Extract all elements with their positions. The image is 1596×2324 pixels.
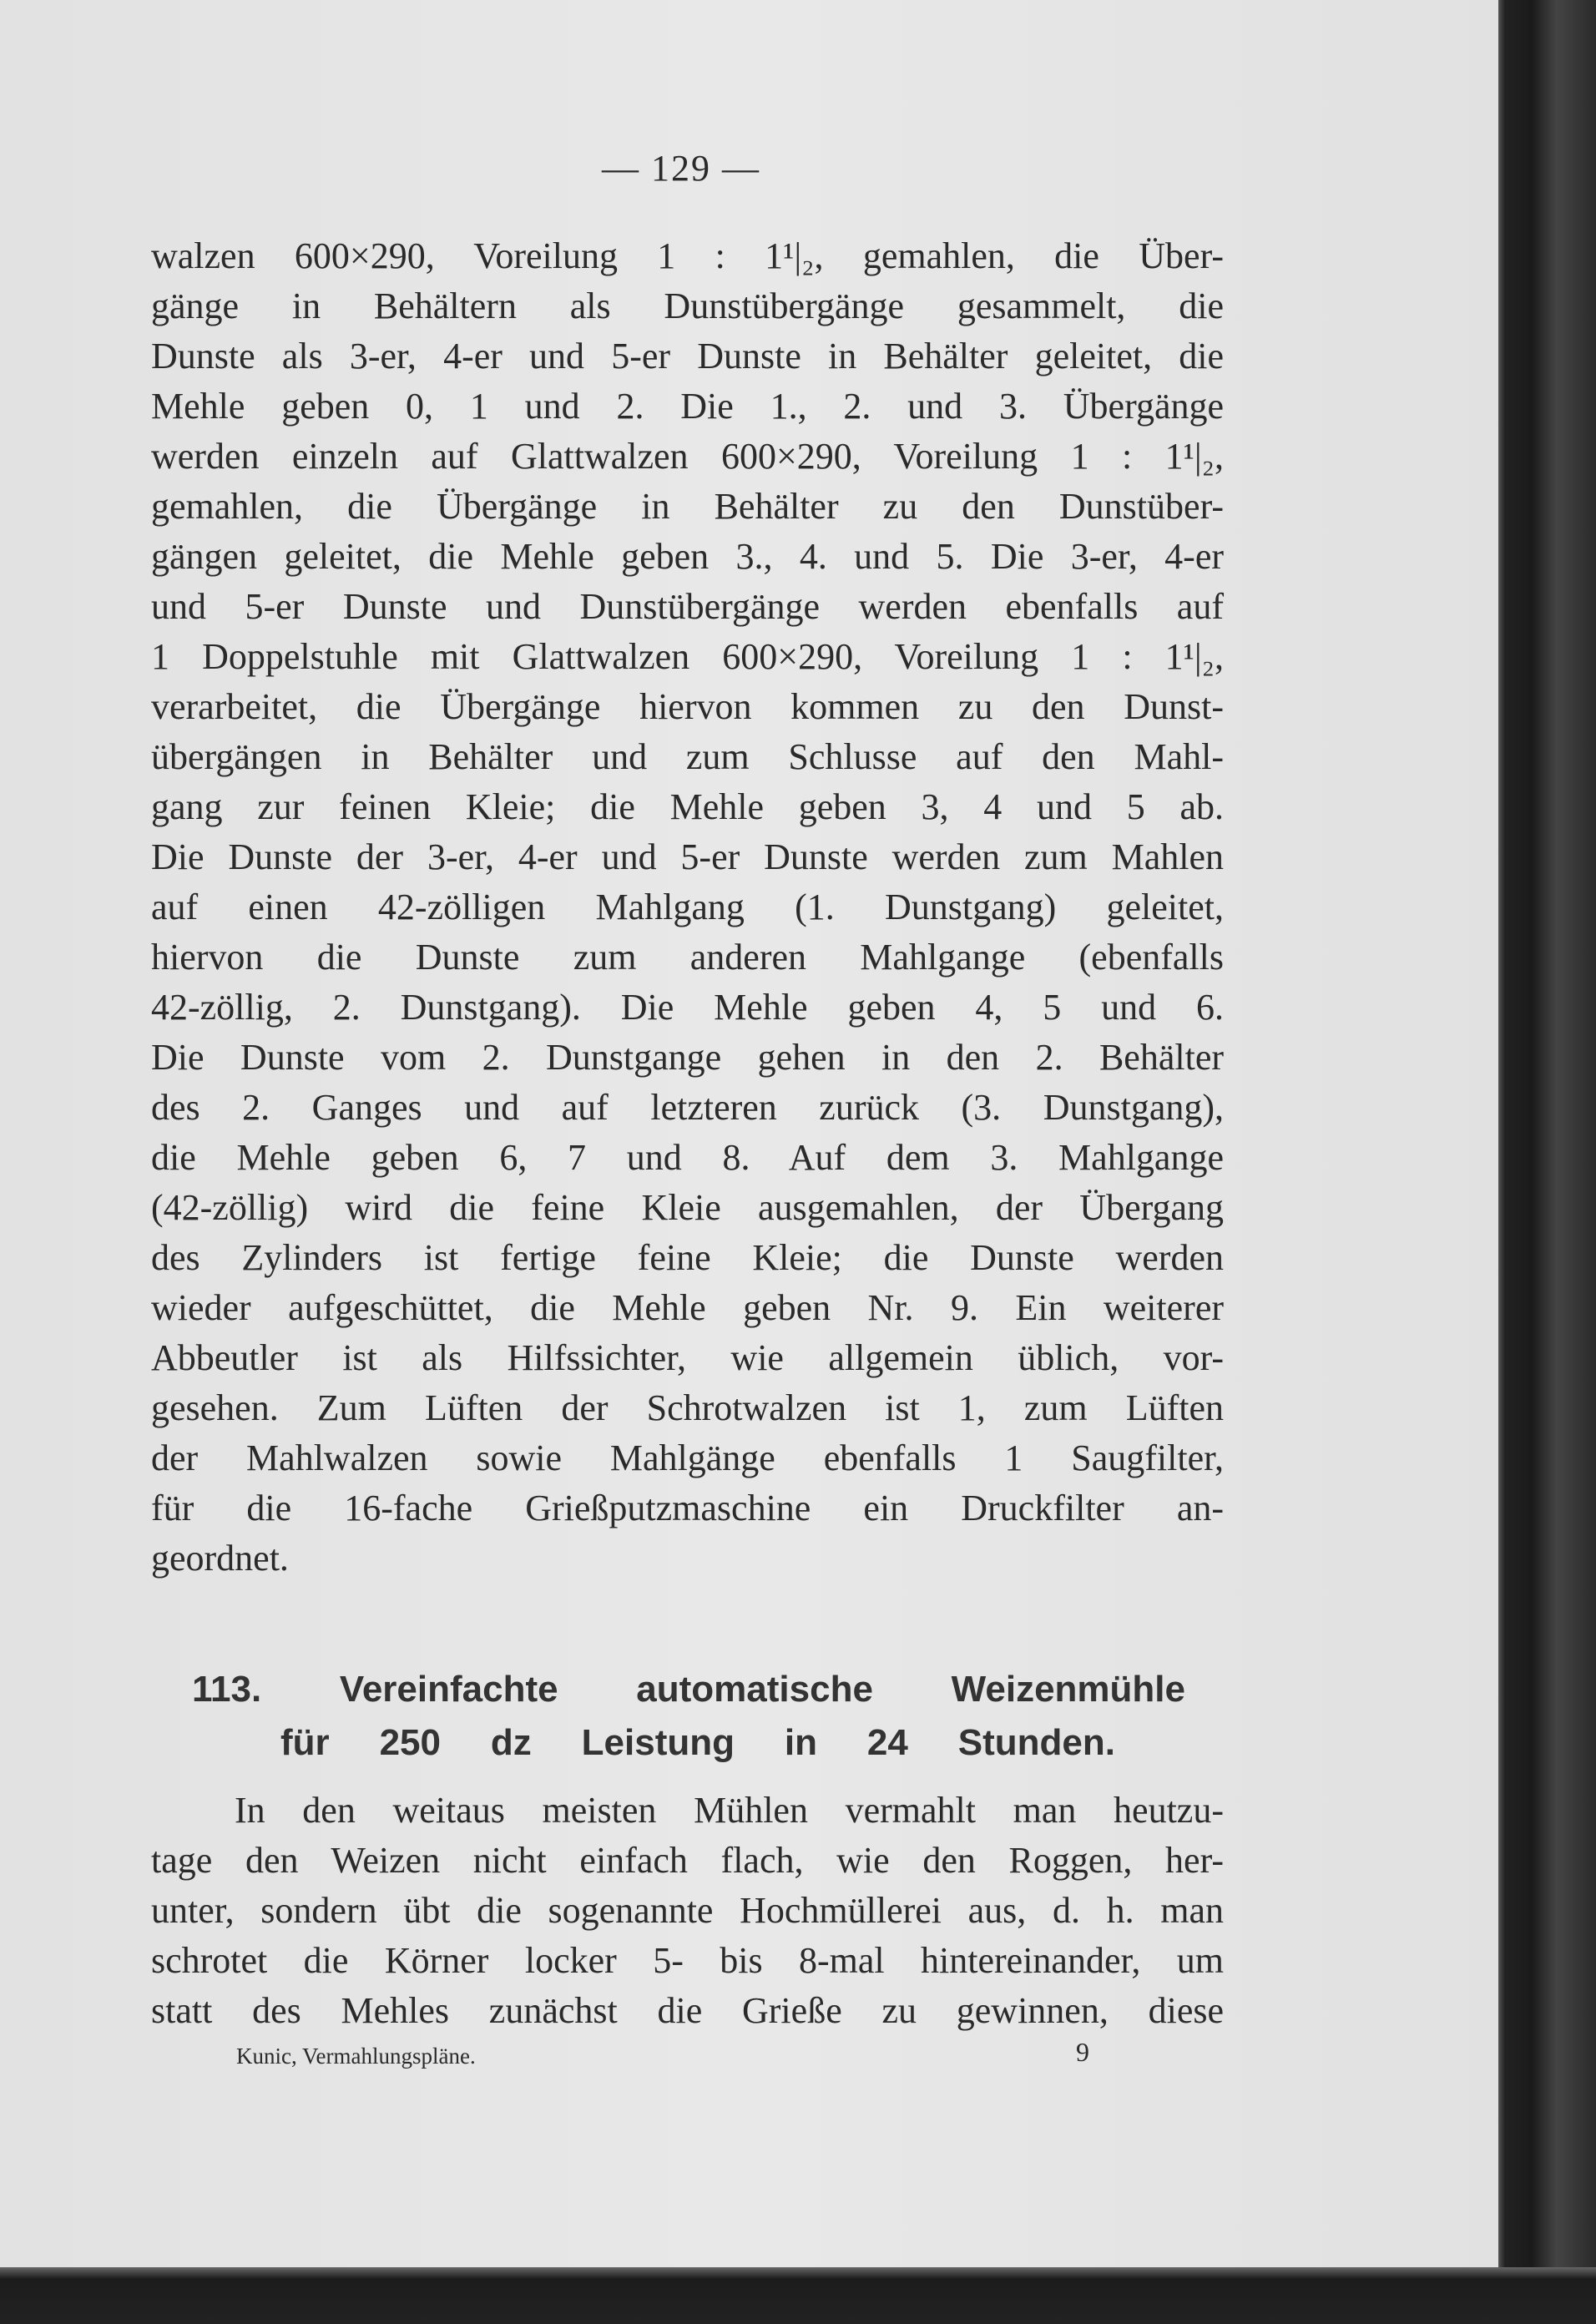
page-edge-bottom — [0, 2267, 1596, 2324]
text-line: werden einzeln auf Glattwalzen 600×290, Voreilung 1 : 1¹|₂, — [151, 436, 1224, 477]
paragraph-section-113 — [151, 1786, 1224, 2036]
text-line: für die 16-fache Grießputzmaschine ein Druckfilter an- — [151, 1488, 1224, 1528]
text-line: Abbeutler ist als Hilfssichter, wie allgemein üblich, vor- — [151, 1337, 1224, 1378]
text-line: gang zur feinen Kleie; die Mehle geben 3, 4 und 5 ab. — [151, 786, 1224, 827]
text-line: die Mehle geben 6, 7 und 8. Auf dem 3. Mahlgange — [151, 1137, 1224, 1178]
text-line: (42-zöllig) wird die feine Kleie ausgemahlen, der Übergang — [151, 1187, 1224, 1228]
text-line: der Mahlwalzen sowie Mahlgänge ebenfalls 1 Saugfilter, — [151, 1437, 1224, 1478]
text-line: gänge in Behältern als Dunstübergänge gesammelt, die — [151, 285, 1224, 326]
text-line: übergängen in Behälter und zum Schlusse auf den Mahl- — [151, 736, 1224, 777]
text-line: unter, sondern übt die sogenannte Hochmüllerei aus, d. h. man — [151, 1890, 1224, 1931]
text-line: gesehen. Zum Lüften der Schrotwalzen ist 1, zum Lüften — [151, 1387, 1224, 1428]
text-line: Die Dunste vom 2. Dunstgange gehen in den 2. Behälter — [151, 1037, 1224, 1078]
heading-line-1: 113. Vereinfachte automatische Weizenmühle — [192, 1669, 1185, 1710]
footer-signature: Kunic, Vermahlungspläne. — [236, 2044, 476, 2069]
text-line: 1 Doppelstuhle mit Glattwalzen 600×290, Voreilung 1 : 1¹|₂, — [151, 636, 1224, 677]
page-edge-right — [1498, 0, 1596, 2324]
heading-line-2: für 250 dz Leistung in 24 Stunden. — [280, 1722, 1115, 1763]
text-line: gemahlen, die Übergänge in Behälter zu den Dunstüber- — [151, 486, 1224, 527]
text-line: tage den Weizen nicht einfach flach, wie den Roggen, her- — [151, 1840, 1224, 1881]
text-line: und 5-er Dunste und Dunstübergänge werden ebenfalls auf — [151, 586, 1224, 627]
text-line: verarbeitet, die Übergänge hiervon kommen zu den Dunst- — [151, 686, 1224, 727]
text-line: statt des Mehles zunächst die Grieße zu gewinnen, diese — [151, 1990, 1224, 2031]
text-line: hiervon die Dunste zum anderen Mahlgange (ebenfalls — [151, 937, 1224, 978]
paragraph-continued — [151, 231, 1224, 1584]
text-line: des Zylinders ist fertige feine Kleie; die Dunste werden — [151, 1237, 1224, 1278]
text-line: Dunste als 3-er, 4-er und 5-er Dunste in Behälter geleitet, die — [151, 336, 1224, 376]
text-line: 42-zöllig, 2. Dunstgang). Die Mehle geben 4, 5 und 6. — [151, 987, 1224, 1028]
text-line: wieder aufgeschüttet, die Mehle geben Nr. 9. Ein weiterer — [151, 1287, 1224, 1328]
text-line: walzen 600×290, Voreilung 1 : 1¹|₂, gemahlen, die Über- — [151, 235, 1224, 276]
page-number: — 129 — — [602, 148, 760, 189]
text-line: gängen geleitet, die Mehle geben 3., 4. und 5. Die 3-er, 4-er — [151, 536, 1224, 577]
sheet-number: 9 — [1076, 2037, 1089, 2067]
section-heading — [192, 1663, 1185, 1770]
text-line: Mehle geben 0, 1 und 2. Die 1., 2. und 3. Übergänge — [151, 386, 1224, 427]
text-line: des 2. Ganges und auf letzteren zurück (3. Dunstgang), — [151, 1087, 1224, 1128]
text-line: auf einen 42-zölligen Mahlgang (1. Dunstgang) geleitet, — [151, 887, 1224, 927]
text-line: In den weitaus meisten Mühlen vermahlt man heutzu- — [235, 1790, 1224, 1831]
text-line: geordnet. — [151, 1538, 289, 1579]
text-line: schrotet die Körner locker 5- bis 8-mal hintereinander, um — [151, 1940, 1224, 1981]
text-line: Die Dunste der 3-er, 4-er und 5-er Dunste werden zum Mahlen — [151, 836, 1224, 877]
